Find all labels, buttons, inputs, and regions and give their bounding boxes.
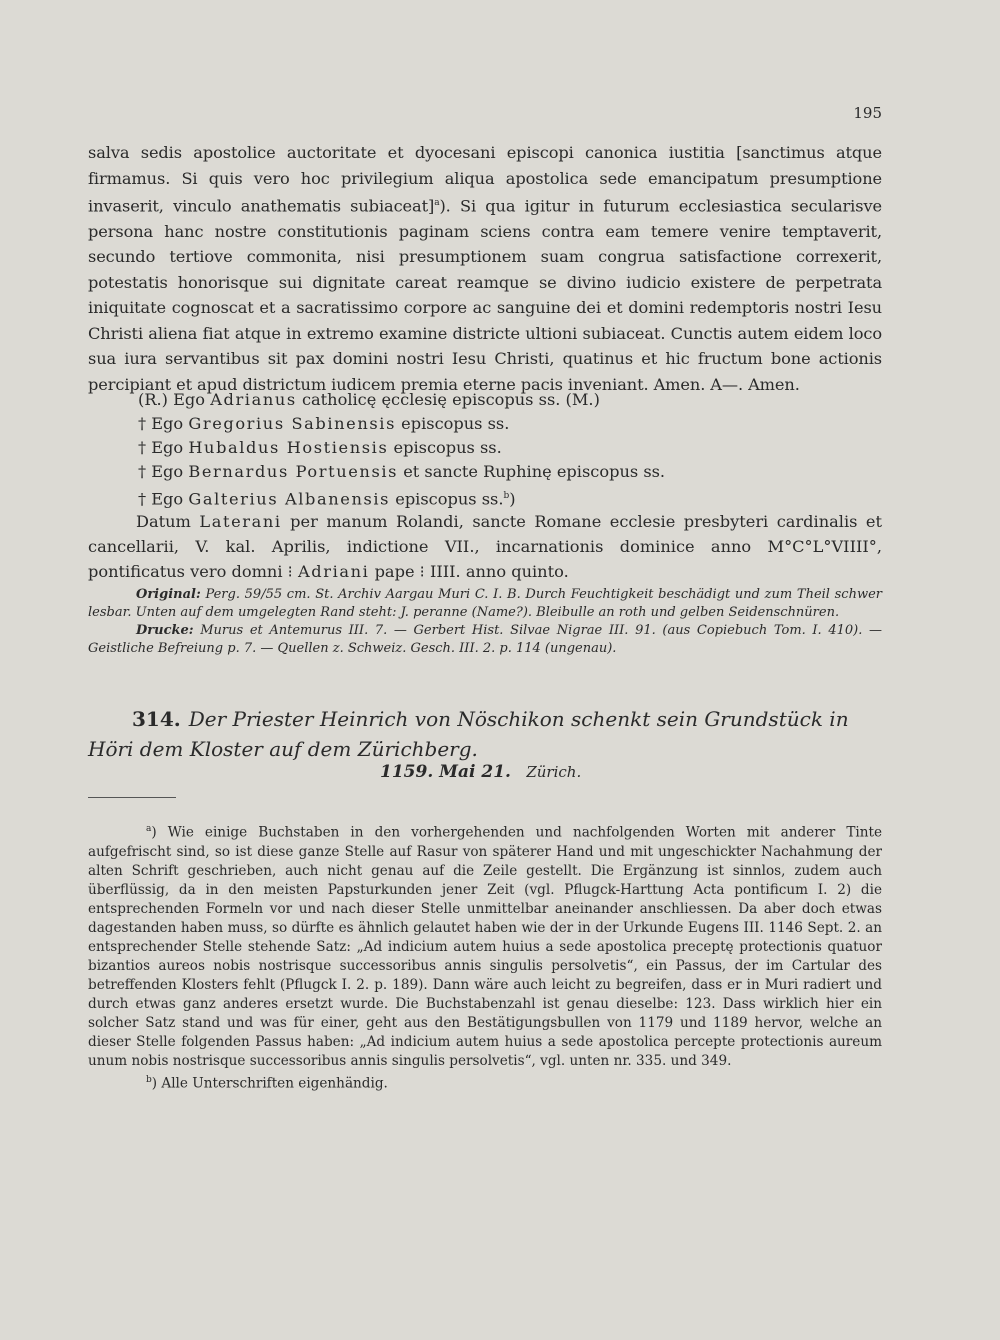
signature-line: † Ego Gregorius Sabinensis episcopus ss. [138, 414, 510, 433]
footnote-rule [88, 797, 176, 798]
footnote-mark-b: b [503, 491, 510, 501]
entry-date: 1159. Mai 21. [380, 762, 511, 782]
footnotes [88, 820, 882, 1093]
entry-number: 314. [132, 707, 181, 731]
original-label: Original: [136, 587, 201, 602]
drucke-text: Murus et Antemurus III. 7. — Gerbert Hist. Silvae Nigrae III. 91. (aus Copiebuch Tom. I. 410). — Geistliche Befreiung p. 7. — Quellen z. Schweiz. Gesch. III. 2. p. 114 (ungenau). [88, 623, 882, 656]
footnote-mark-a: a [434, 198, 440, 208]
signature-line: † Ego Hubaldus Hostiensis episcopus ss. [138, 438, 502, 457]
signature-line: † Ego Bernardus Portuensis et sancte Ruphinę episcopus ss. [138, 462, 666, 481]
page-number: 195 [853, 104, 882, 122]
signatory-name: Adrianus [210, 390, 297, 409]
original-text: Perg. 59/55 cm. St. Archiv Aargau Muri C. I. B. Durch Feuchtigkeit beschädigt und zum Theil schwer lesbar. Unten auf dem umgelegten Rand steht: J. peranne (Name?). Bleibulle an roth und gelben Seidenschnüren. [88, 587, 882, 620]
entry-dateline [380, 762, 581, 782]
signatory-name: Galterius Albanensis [188, 489, 391, 509]
source-notes [88, 586, 882, 658]
drucke-label: Drucke: [136, 623, 194, 638]
signature-line: † Ego Galterius Albanensis episcopus ss.$^b$) [138, 489, 516, 509]
paragraph-text: salva sedis apostolice auctoritate et dyocesani episcopi canonica iustitia [sanctimus atque firmamus. Si quis vero hoc privilegium aliqua apostolica sede emancipatum presumptione invaserit, vinculo anathematis subiaceat] [88, 143, 882, 216]
main-text [88, 140, 882, 397]
entry-place: Zürich. [526, 763, 582, 781]
datum-clause: Datum Laterani per manum Rolandi, sancte Romane ecclesie presbyteri cardinalis et cancellarii, V. kal. Aprilis, indictione VII., incarnationis dominice anno M°C°L°VIIII°, pontificatus vero domni ⁝ Adriani pape ⁝ IIII. anno quinto. [88, 512, 882, 581]
entry-title: Der Priester Heinrich von Nöschikon schenkt sein Grundstück in Höri dem Kloster auf dem Zürichberg. [88, 707, 849, 761]
footnote-b: $^b$) Alle Unterschriften eigenhändig. [146, 1074, 388, 1092]
signatory-name: Bernardus Portuensis [188, 462, 399, 481]
footnote-a: $^a$) Wie einige Buchstaben in den vorhergehenden und nachfolgenden Worten mit anderer Tinte aufgefrischt sind, so ist diese ganze Stelle auf Rasur von späterer Hand und mit ungeschickter Nachahmung der alten Schrift geschrieben, auch nicht genau auf die Zeile gestellt. Die Ergänzung ist sinnlos, zudem auch überflüssig, da in den meisten Papsturkunden jener Zeit (vgl. Pflugck-Harttung Acta pontificum I. 2) die entsprechenden Formeln vor und nach dieser Stelle unmittelbar aneinander anschliessen. Da aber doch etwas dagestanden haben muss, so dürfte es ähnlich gelautet haben wie der in der Urkunde Eugens III. 1146 Sept. 2. an entsprechender Stelle stehende Satz: „Ad indicium autem huius a sede apostolica preceptę protectionis quatuor bizantios aureos nobis nostrisque successoribus annis singulis persolvetis“, ein Passus, der im Cartular des betreffenden Klosters fehlt (Pflugck I. 2. p. 189). Dann wäre auch leicht zu begreifen, dass er in Muri radiert und durch etwas ganz anderes ersetzt wurde. Die Buchstabenzahl ist genau dieselbe: 123. Dass wirklich hier ein solcher Satz stand und was für einer, geht aus den Bestätigungsbullen von 1179 und 1189 hervor, welche an dieser Stelle folgenden Passus haben: „Ad indicium autem huius a sede apostolica percepte protectionis aureum unum nobis nostrisque successoribus annis singulis persolvetis“, vgl. unten nr. 335. und 349. [88, 824, 882, 1069]
signature-line: (R.) Ego Adrianus catholicę ęcclesię episcopus ss. (M.) [138, 390, 600, 409]
paragraph-continuation: ). Si qua igitur in futurum ecclesiastica secularisve persona hanc nostre constitutionis paginam sciens contra eam temere venire temptaverit, secundo tertiove commonita, nisi presumptionem suam congrua satisfactione correxerit, potestatis honorisque sui dignitate careat reamque se divino iudicio existere de perpetrata iniquitate cognoscat et a sacratissimo corpore ac sanguine dei et domini redemptoris nostri Iesu Christi aliena fiat atque in extremo examine districte ultioni subiaceat. Cunctis autem eidem loco sua iura servantibus sit pax domini nostri Iesu Christi, quatinus et hic fructum bone actionis percipiant et apud districtum iudicem premia eterne pacis inveniant. Amen. A—. Amen. [88, 196, 882, 394]
signatory-name: Gregorius Sabinensis [188, 414, 396, 433]
entry-heading [88, 704, 882, 764]
signatory-name: Hubaldus Hostiensis [188, 438, 389, 457]
